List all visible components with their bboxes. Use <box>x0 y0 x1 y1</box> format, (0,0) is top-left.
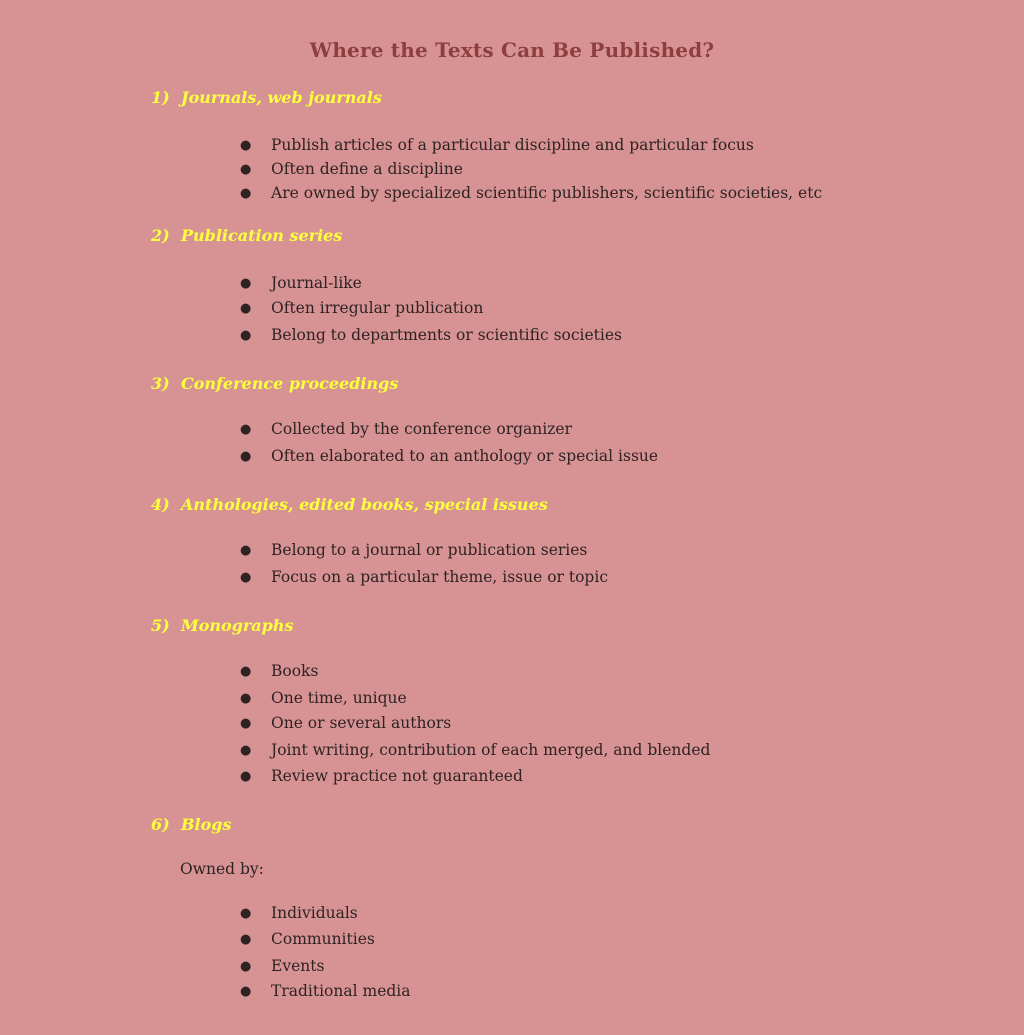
bullet-icon: ● <box>240 162 252 177</box>
list-item-text: Individuals <box>271 904 358 922</box>
list-item <box>240 740 710 760</box>
bullet-icon: ● <box>240 959 252 974</box>
list-item <box>240 766 523 786</box>
list-item-text: Often elaborated to an anthology or special issue <box>271 447 659 465</box>
section-heading-blogs <box>151 815 231 834</box>
list-item <box>240 981 411 1001</box>
list-item <box>240 446 658 466</box>
list-item-text: Often define a discipline <box>271 160 463 178</box>
list-item <box>240 419 572 439</box>
bullet-icon: ● <box>240 664 252 679</box>
list-item-text: Events <box>271 957 325 975</box>
section-heading-journals <box>151 88 382 107</box>
list-item <box>240 688 407 708</box>
list-item <box>240 929 375 949</box>
section-heading-monographs <box>151 616 294 635</box>
bullet-icon: ● <box>240 449 252 464</box>
section-title: Anthologies, edited books, special issues <box>181 495 548 514</box>
bullet-icon: ● <box>240 570 252 585</box>
list-item-text: Review practice not guaranteed <box>271 767 523 785</box>
list-item <box>240 713 451 733</box>
bullet-icon: ● <box>240 422 252 437</box>
list-item-text: Focus on a particular theme, issue or topic <box>271 568 608 586</box>
list-item-text: Traditional media <box>271 982 411 1000</box>
list-item-text: Books <box>271 662 319 680</box>
list-item <box>240 298 483 318</box>
list-item <box>240 567 608 587</box>
bullet-icon: ● <box>240 716 252 731</box>
section-number: 6) <box>151 815 170 834</box>
list-item-text: Joint writing, contribution of each merged, and blended <box>271 741 711 759</box>
section-title: Blogs <box>181 815 232 834</box>
bullet-icon: ● <box>240 906 252 921</box>
list-item-text: One time, unique <box>271 689 407 707</box>
list-item <box>240 183 822 203</box>
list-item-text: Publish articles of a particular discipline and particular focus <box>271 136 754 154</box>
list-item <box>240 956 324 976</box>
bullet-icon: ● <box>240 186 252 201</box>
section-number: 3) <box>151 374 170 393</box>
bullet-icon: ● <box>240 984 252 999</box>
blogs-owned-by-label: Owned by: <box>180 860 264 878</box>
bullet-icon: ● <box>240 769 252 784</box>
list-item <box>240 325 622 345</box>
list-item-text: Communities <box>271 930 375 948</box>
section-heading-anthologies <box>151 495 548 514</box>
list-item <box>240 159 463 179</box>
list-item <box>240 273 362 293</box>
bullet-icon: ● <box>240 743 252 758</box>
list-item <box>240 903 358 923</box>
bullet-icon: ● <box>240 932 252 947</box>
section-title: Journals, web journals <box>181 88 382 107</box>
list-item-text: Belong to a journal or publication series <box>271 541 588 559</box>
list-item <box>240 661 318 681</box>
bullet-icon: ● <box>240 691 252 706</box>
list-item <box>240 540 587 560</box>
section-number: 5) <box>151 616 170 635</box>
bullet-icon: ● <box>240 328 252 343</box>
list-item-text: Journal-like <box>271 274 362 292</box>
list-item-text: Often irregular publication <box>271 299 484 317</box>
section-number: 2) <box>151 226 170 245</box>
page-title: Where the Texts Can Be Published? <box>309 38 715 62</box>
bullet-icon: ● <box>240 138 252 153</box>
section-number: 4) <box>151 495 170 514</box>
section-title: Conference proceedings <box>181 374 399 393</box>
list-item <box>240 135 754 155</box>
section-title: Monographs <box>181 616 294 635</box>
bullet-icon: ● <box>240 301 252 316</box>
bullet-icon: ● <box>240 276 252 291</box>
list-item-text: Are owned by specialized scientific publishers, scientific societies, etc <box>271 184 823 202</box>
section-heading-publication-series <box>151 226 342 245</box>
bullet-icon: ● <box>240 543 252 558</box>
list-item-text: One or several authors <box>271 714 452 732</box>
section-heading-conference-proceedings <box>151 374 398 393</box>
list-item-text: Collected by the conference organizer <box>271 420 572 438</box>
section-number: 1) <box>151 88 170 107</box>
section-title: Publication series <box>181 226 343 245</box>
list-item-text: Belong to departments or scientific societies <box>271 326 622 344</box>
